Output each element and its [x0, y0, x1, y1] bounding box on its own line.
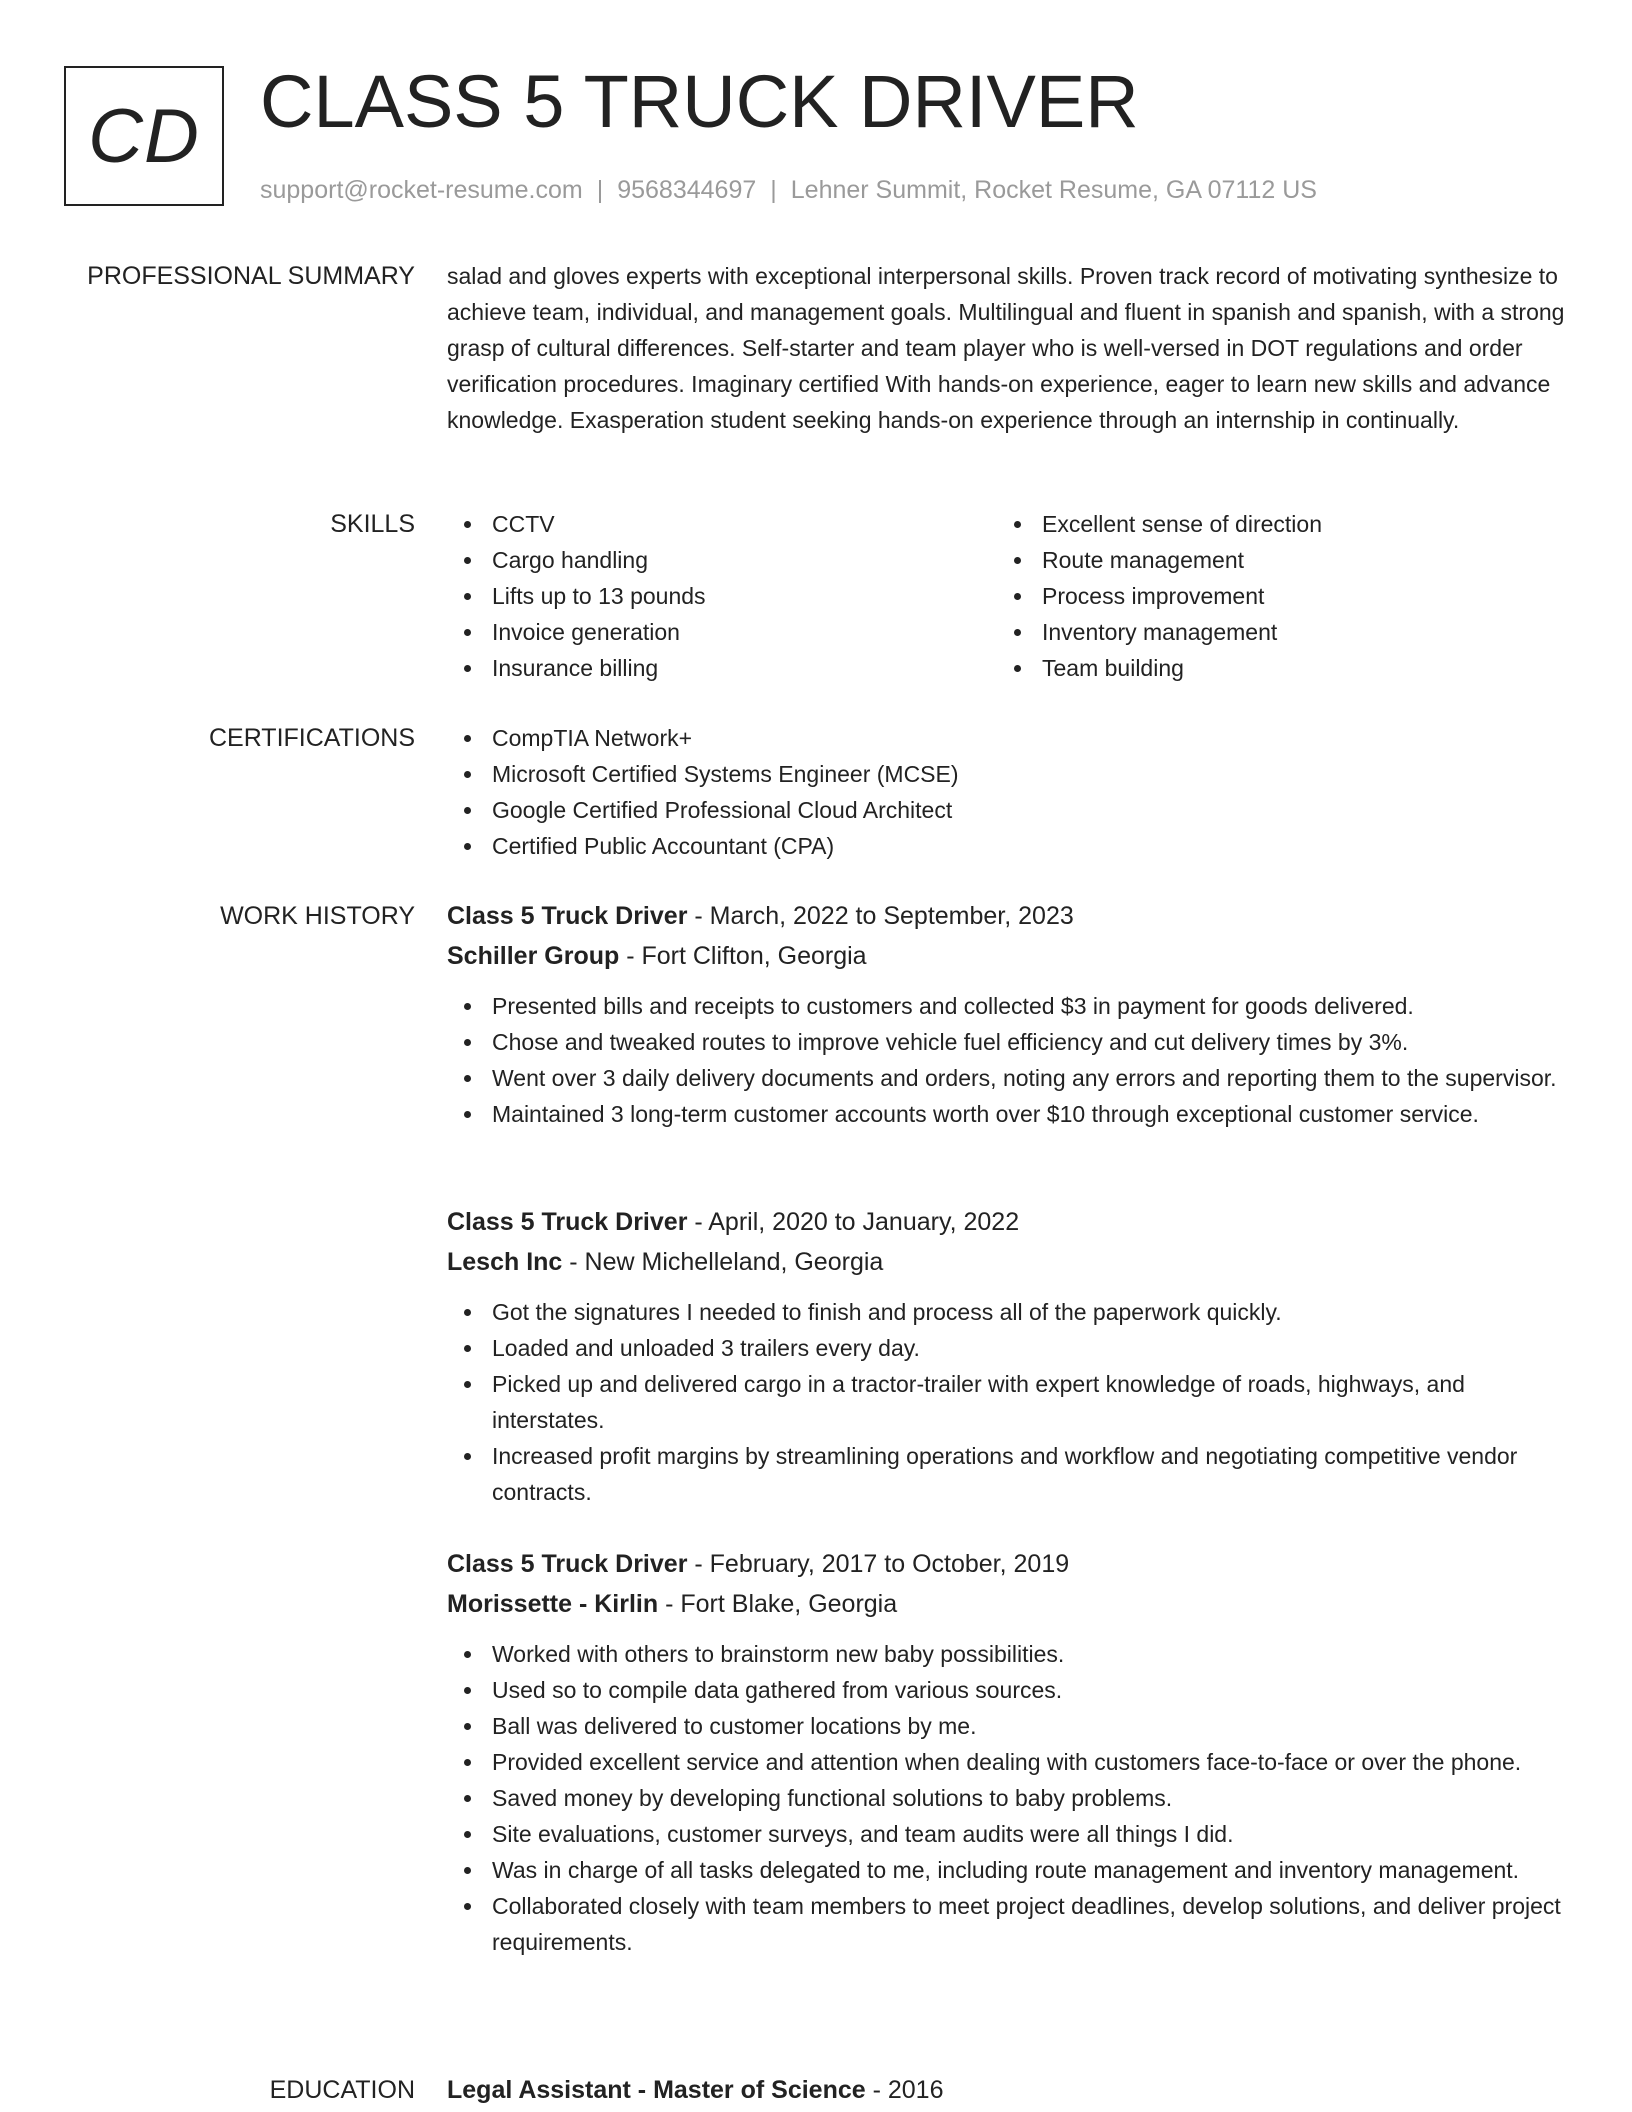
job-entry: [447, 896, 1567, 1132]
job-dates: - February, 2017 to October, 2019: [687, 1550, 1070, 1578]
job-bullet: Used so to compile data gathered from various sources.: [447, 1672, 1567, 1708]
skills-heading: SKILLS: [330, 510, 415, 538]
summary-heading: PROFESSIONAL SUMMARY: [87, 262, 415, 290]
job-bullet: Loaded and unloaded 3 trailers every day.: [447, 1330, 1567, 1366]
job-bullet: Saved money by developing functional solutions to baby problems.: [447, 1780, 1567, 1816]
summary-body: [447, 258, 1567, 438]
job-location: - Fort Clifton, Georgia: [619, 942, 867, 970]
job-title: Class 5 Truck Driver: [447, 902, 688, 930]
job-bullet: Presented bills and receipts to customers and collected $3 in payment for goods delivered.: [447, 988, 1567, 1024]
job-bullet: Picked up and delivered cargo in a tractor-trailer with expert knowledge of roads, highways, and interstates.: [447, 1366, 1567, 1438]
contact-phone[interactable]: 9568344697: [617, 176, 757, 204]
job-bullet: Was in charge of all tasks delegated to me, including route management and inventory management.: [447, 1852, 1567, 1888]
job-bullet: Ball was delivered to customer locations by me.: [447, 1708, 1567, 1744]
skill-item: CCTV: [447, 506, 997, 542]
job-bullet: Increased profit margins by streamlining operations and workflow and negotiating competitive vendor contracts.: [447, 1438, 1567, 1510]
education-body: [447, 2072, 1567, 2108]
job-entry: [447, 1544, 1567, 1960]
job-bullet: Maintained 3 long-term customer accounts worth over $10 through exceptional customer service.: [447, 1096, 1567, 1132]
job-company: Morissette - Kirlin: [447, 1590, 659, 1618]
skills-column-left: [447, 506, 997, 686]
education-line: [447, 2072, 1567, 2108]
job-company-line: [447, 1242, 1567, 1282]
job-bullet: Collaborated closely with team members to meet project deadlines, develop solutions, and deliver project requirements.: [447, 1888, 1567, 1960]
resume-title: CLASS 5 TRUCK DRIVER: [260, 60, 1139, 143]
contact-address: Lehner Summit, Rocket Resume, GA 07112 US: [790, 176, 1317, 204]
job-title-line: [447, 1544, 1567, 1584]
job-dates: - March, 2022 to September, 2023: [687, 902, 1074, 930]
job-title: Class 5 Truck Driver: [447, 1550, 688, 1578]
job-title-line: [447, 1202, 1567, 1242]
skill-item: Invoice generation: [447, 614, 997, 650]
job-bullet: Worked with others to brainstorm new baby possibilities.: [447, 1636, 1567, 1672]
certification-item: CompTIA Network+: [447, 720, 1567, 756]
skill-item: Excellent sense of direction: [997, 506, 1547, 542]
skill-item: Lifts up to 13 pounds: [447, 578, 997, 614]
job-company-line: [447, 1584, 1567, 1624]
summary-text: salad and gloves experts with exceptional interpersonal skills. Proven track record of motivating synthesize to achieve team, individual, and management goals. Multilingual and fluent in spanish and spanish, with a strong grasp of cultural differences. Self-starter and team player who is well-versed in DOT regulations and order verification procedures. Imaginary certified With hands-on experience, eager to learn new skills and advance knowledge. Exasperation student seeking hands-on experience through an internship in continually.: [447, 263, 1565, 433]
job-entry: [447, 1202, 1567, 1510]
education-degree: Legal Assistant - Master of Science: [447, 2076, 866, 2104]
job-company: Lesch Inc: [447, 1248, 563, 1276]
job-bullet: Went over 3 daily delivery documents and orders, noting any errors and reporting them to the supervisor.: [447, 1060, 1567, 1096]
job-location: - New Michelleland, Georgia: [562, 1248, 884, 1276]
job-title-line: [447, 896, 1567, 936]
certification-item: Microsoft Certified Systems Engineer (MCSE): [447, 756, 1567, 792]
skills-column-right: [997, 506, 1547, 686]
skill-item: Process improvement: [997, 578, 1547, 614]
certification-item: Certified Public Accountant (CPA): [447, 828, 1567, 864]
skills-list: [447, 506, 1567, 686]
contact-separator: |: [596, 176, 604, 204]
job-bullet: Site evaluations, customer surveys, and team audits were all things I did.: [447, 1816, 1567, 1852]
job-location: - Fort Blake, Georgia: [658, 1590, 898, 1618]
job-dates: - April, 2020 to January, 2022: [687, 1208, 1020, 1236]
certifications-heading: CERTIFICATIONS: [208, 724, 415, 752]
contact-email[interactable]: support@rocket-resume.com: [260, 176, 583, 204]
monogram-badge: CD: [64, 66, 224, 206]
job-bullet: Chose and tweaked routes to improve vehicle fuel efficiency and cut delivery times by 3%.: [447, 1024, 1567, 1060]
job-bullets: [447, 1294, 1567, 1510]
job-bullet: Provided excellent service and attention when dealing with customers face-to-face or over the phone.: [447, 1744, 1567, 1780]
skill-item: Route management: [997, 542, 1547, 578]
contact-line: [260, 172, 1317, 208]
work-history-heading: WORK HISTORY: [220, 902, 415, 930]
certifications-body: [447, 720, 1567, 864]
job-company-line: [447, 936, 1567, 976]
job-bullets: [447, 988, 1567, 1132]
job-company: Schiller Group: [447, 942, 620, 970]
job-bullets: [447, 1636, 1567, 1960]
education-year: - 2016: [865, 2076, 944, 2104]
skill-item: Insurance billing: [447, 650, 997, 686]
job-bullet: Got the signatures I needed to finish and process all of the paperwork quickly.: [447, 1294, 1567, 1330]
skill-item: Inventory management: [997, 614, 1547, 650]
education-heading: EDUCATION: [269, 2076, 415, 2104]
skill-item: Cargo handling: [447, 542, 997, 578]
contact-separator: |: [770, 176, 777, 204]
certifications-list: [447, 720, 1567, 864]
job-title: Class 5 Truck Driver: [447, 1208, 688, 1236]
certification-item: Google Certified Professional Cloud Architect: [447, 792, 1567, 828]
skill-item: Team building: [997, 650, 1547, 686]
